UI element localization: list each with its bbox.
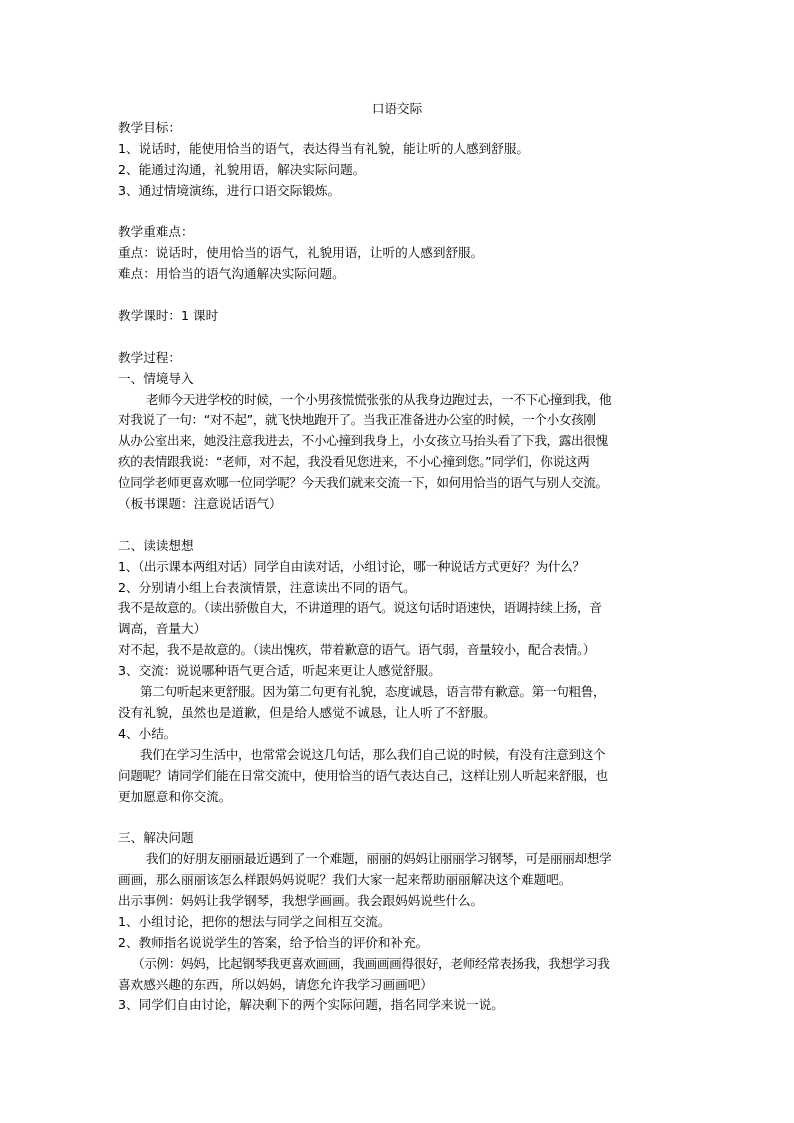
blank-line	[118, 202, 678, 223]
paragraph-line: 喜欢感兴趣的东西，所以妈妈，请您允许我学习画画吧）	[118, 976, 433, 992]
blank-line	[118, 327, 678, 348]
objective-line: 1、说话时，能使用恰当的语气，表达得当有礼貌，能让听的人感到舒服。	[118, 140, 530, 156]
paragraph-line: 没有礼貌，虽然也是道歉，但是给人感觉不诚恳，让人听了不舒服。	[118, 704, 496, 720]
paragraph-line: 从办公室出来，她没注意我进去，不小心撞到我身上，小女孩立马抬头看了下我，露出很愧	[118, 433, 608, 449]
objective-line: 2、能通过沟通，礼貌用语，解决实际问题。	[118, 161, 366, 177]
paragraph-line: （示例：妈妈，比起钢琴我更喜欢画画，我画画画得很好，老师经常表扬我，我想学习我	[132, 955, 610, 971]
document-title: 口语交际	[371, 101, 423, 116]
subsection-heading: 三、解决问题	[118, 830, 194, 846]
subsection-heading: 二、读读想想	[118, 537, 194, 553]
section-heading-objectives: 教学目标：	[118, 120, 181, 135]
class-hours-line: 教学课时：1 课时	[118, 308, 219, 324]
paragraph-line: 我不是故意的。（读出骄傲自大，不讲道理的语气。说这句话时语速快，语调持续上扬，音	[118, 600, 602, 616]
list-item: 2、分别请小组上台表演情景，注意读出不同的语气。	[118, 579, 416, 595]
section-heading-process: 教学过程：	[118, 349, 181, 365]
document-body	[118, 118, 678, 1016]
paragraph-line: 我们的好朋友丽丽最近遇到了一个难题，丽丽的妈妈让丽丽学习钢琴，可是丽丽却想学	[146, 851, 612, 867]
example-line: 出示事例：妈妈让我学钢琴，我想学画画。我会跟妈妈说些什么。	[118, 892, 484, 908]
list-item: 3、交流：说说哪种语气更合适，听起来更让人感觉舒服。	[118, 663, 441, 679]
paragraph-line: 画画，那么丽丽该怎么样跟妈妈说呢？我们大家一起来帮助丽丽解决这个难题吧。	[118, 872, 572, 888]
paragraph-line: 对不起，我不是故意的。（读出愧疚，带着歉意的语气。语气弱，音量较小，配合表情。）	[118, 642, 596, 658]
paragraph-line: 更加愿意和你交流。	[118, 788, 232, 804]
paragraph-line: 老师今天进学校的时候，一个小男孩慌慌张张的从我身边跑过去，一不下心撞到我，他	[146, 391, 612, 407]
blank-line	[118, 807, 678, 828]
difficulty-line: 难点：用恰当的语气沟通解决实际问题。	[118, 266, 345, 282]
list-item: 2、教师指名说说学生的答案，给予恰当的评价和补充。	[118, 934, 429, 950]
blank-line	[118, 285, 678, 306]
list-item: 1、小组讨论，把你的想法与同学之间相互交流。	[118, 913, 391, 929]
blank-line	[118, 515, 678, 536]
list-item: 4、小结。	[118, 725, 177, 741]
paragraph-line: 问题呢？请同学们能在日常交流中，使用恰当的语气表达自己，这样让别人听起来舒服，也	[118, 767, 608, 783]
list-item: 3、同学们自由讨论，解决剩下的两个实际问题，指名同学来说一说。	[118, 997, 504, 1013]
paragraph-line: 调高，音量大）	[118, 621, 207, 637]
paragraph-line: 疚的表情跟我说：“老师，对不起，我没看见您进来，不小心撞到您。”同学们，你说这两	[118, 454, 590, 470]
paragraph-line: 位同学老师更喜欢哪一位同学呢？今天我们就来交流一下，如何用恰当的语气与别人交流。	[118, 475, 608, 491]
paragraph-line: 我们在学习生活中，也常常会说这几句话，那么我们自己说的时候，有没有注意到这个	[140, 746, 606, 762]
paragraph-line: 第二句听起来更舒服。因为第二句更有礼貌，态度诚恳，语言带有歉意。第一句粗鲁，	[140, 684, 606, 700]
section-heading-key-points: 教学重难点：	[118, 224, 194, 240]
objective-line: 3、通过情境演练，进行口语交际锻炼。	[118, 182, 341, 198]
board-title-line: （板书课题：注意说话语气）	[118, 496, 282, 512]
paragraph-line: 对我说了一句：“对不起”，就飞快地跑开了。当我正准备进办公室的时候，一个小女孩刚	[118, 412, 596, 428]
list-item: 1、（出示课本两组对话）同学自由读对话，小组讨论，哪一种说话方式更好？为什么？	[118, 558, 585, 574]
subsection-heading: 一、情境导入	[118, 370, 194, 386]
key-point-line: 重点：说话时，使用恰当的语气，礼貌用语，让听的人感到舒服。	[118, 245, 484, 261]
